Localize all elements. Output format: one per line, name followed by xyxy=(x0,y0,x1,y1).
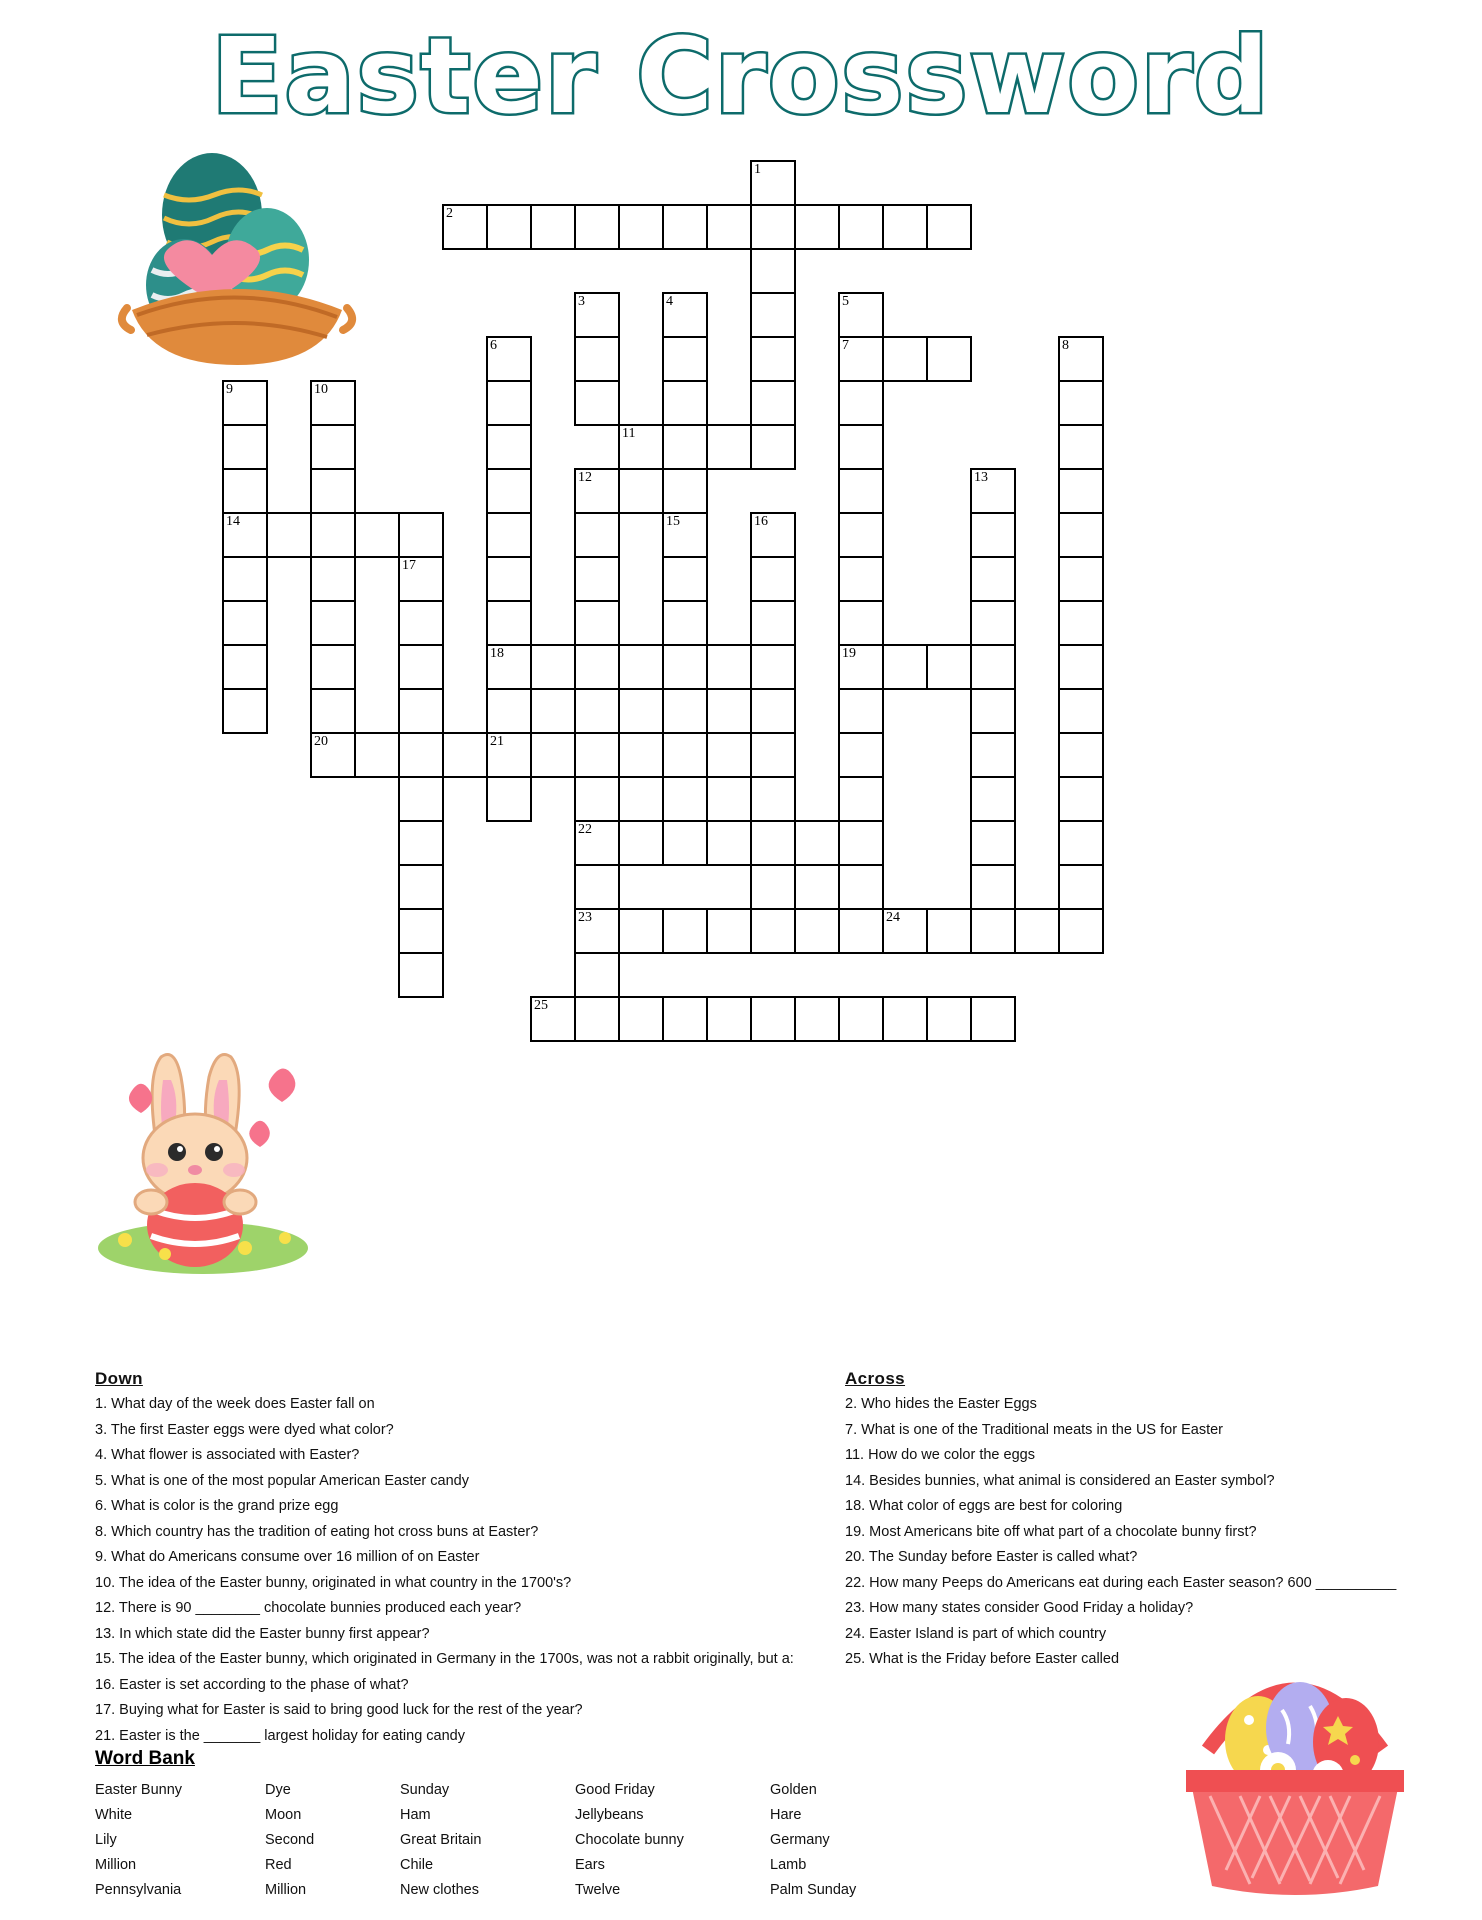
word-bank-item: Red xyxy=(265,1857,292,1873)
clue-item: 3. The first Easter eggs were dyed what color? xyxy=(95,1421,394,1438)
word-bank-heading: Word Bank xyxy=(95,1748,195,1769)
crossword-cell[interactable] xyxy=(662,512,708,558)
crossword-cell[interactable] xyxy=(618,204,664,250)
crossword-cell[interactable] xyxy=(970,512,1016,558)
cell-number: 10 xyxy=(314,382,328,397)
crossword-cell[interactable] xyxy=(618,996,664,1042)
word-bank-grid xyxy=(95,1782,1095,1898)
crossword-cell[interactable] xyxy=(794,908,840,954)
crossword-cell[interactable] xyxy=(838,644,884,690)
crossword-cell[interactable] xyxy=(310,468,356,514)
cell-number: 20 xyxy=(314,734,328,749)
cell-number: 5 xyxy=(842,294,849,309)
crossword-cell[interactable] xyxy=(838,556,884,602)
crossword-cell[interactable] xyxy=(838,424,884,470)
crossword-cell[interactable] xyxy=(662,468,708,514)
word-bank-item: Palm Sunday xyxy=(770,1882,857,1898)
crossword-cell[interactable] xyxy=(750,820,796,866)
cell-number: 14 xyxy=(226,514,240,529)
crossword-cell[interactable] xyxy=(442,204,488,250)
clue-item: 22. How many Peeps do Americans eat during each Easter season? 600 __________ xyxy=(845,1574,1397,1591)
crossword-cell[interactable] xyxy=(574,820,620,866)
crossword-cell[interactable] xyxy=(706,204,752,250)
crossword-cell[interactable] xyxy=(618,732,664,778)
crossword-cell[interactable] xyxy=(574,336,620,382)
word-bank-item: Million xyxy=(265,1882,307,1898)
cell-number: 11 xyxy=(622,426,636,441)
cell-number: 9 xyxy=(226,382,233,397)
clue-item: 10. The idea of the Easter bunny, originated in what country in the 1700's? xyxy=(95,1574,572,1591)
cell-number: 12 xyxy=(578,470,592,485)
crossword-cell[interactable] xyxy=(310,732,356,778)
crossword-cell[interactable] xyxy=(838,776,884,822)
crossword-cell[interactable] xyxy=(838,688,884,734)
cell-number: 3 xyxy=(578,294,585,309)
word-bank-item: Twelve xyxy=(575,1882,621,1898)
crossword-cell[interactable] xyxy=(662,996,708,1042)
crossword-cell[interactable] xyxy=(706,424,752,470)
crossword-cell[interactable] xyxy=(530,996,576,1042)
word-bank-item: New clothes xyxy=(400,1882,479,1898)
crossword-cell[interactable] xyxy=(970,468,1016,514)
clue-item: 4. What flower is associated with Easter? xyxy=(95,1447,360,1463)
crossword-cell[interactable] xyxy=(222,688,268,734)
page-title: Easter Crossword xyxy=(211,15,1271,137)
crossword-cell[interactable] xyxy=(574,600,620,646)
crossword-cell[interactable] xyxy=(838,908,884,954)
crossword-cell[interactable] xyxy=(398,952,444,998)
crossword-cell[interactable] xyxy=(486,380,532,426)
crossword-cell[interactable] xyxy=(574,644,620,690)
crossword-cell[interactable] xyxy=(750,204,796,250)
crossword-cell[interactable] xyxy=(970,776,1016,822)
crossword-cell[interactable] xyxy=(618,908,664,954)
crossword-cell[interactable] xyxy=(574,556,620,602)
crossword-cell[interactable] xyxy=(1058,600,1104,646)
crossword-cell[interactable] xyxy=(750,776,796,822)
crossword-cell[interactable] xyxy=(926,644,972,690)
cell-number: 21 xyxy=(490,734,504,749)
clue-item: 1. What day of the week does Easter fall on xyxy=(95,1396,375,1412)
clue-item: 2. Who hides the Easter Eggs xyxy=(845,1396,1037,1412)
crossword-cell[interactable] xyxy=(354,732,400,778)
word-bank-item: Good Friday xyxy=(575,1782,655,1798)
crossword-cell[interactable] xyxy=(574,776,620,822)
clue-item: 5. What is one of the most popular American Easter candy xyxy=(95,1472,469,1489)
crossword-cell[interactable] xyxy=(662,600,708,646)
word-bank-item: Ears xyxy=(575,1857,605,1873)
crossword-cell[interactable] xyxy=(222,556,268,602)
crossword-cell[interactable] xyxy=(970,908,1016,954)
crossword-cell[interactable] xyxy=(486,556,532,602)
crossword-cell[interactable] xyxy=(354,512,400,558)
crossword-cell[interactable] xyxy=(926,996,972,1042)
crossword-cell[interactable] xyxy=(574,688,620,734)
clue-item: 23. How many states consider Good Friday a holiday? xyxy=(845,1600,1194,1616)
crossword-cell[interactable] xyxy=(750,160,796,206)
crossword-cell[interactable] xyxy=(310,600,356,646)
crossword-cell[interactable] xyxy=(838,380,884,426)
crossword-cell[interactable] xyxy=(662,644,708,690)
across-heading: Across xyxy=(845,1369,906,1388)
crossword-cell[interactable] xyxy=(882,996,928,1042)
crossword-cell[interactable] xyxy=(1058,468,1104,514)
crossword-cell[interactable] xyxy=(398,644,444,690)
crossword-cell[interactable] xyxy=(970,820,1016,866)
clue-item: 25. What is the Friday before Easter called xyxy=(845,1651,1120,1667)
crossword-cell[interactable] xyxy=(838,820,884,866)
word-bank-item: Lily xyxy=(95,1832,117,1848)
crossword-cell[interactable] xyxy=(398,512,444,558)
word-bank-item: Million xyxy=(95,1857,137,1873)
crossword-cell[interactable] xyxy=(574,864,620,910)
crossword-cell[interactable] xyxy=(794,204,840,250)
crossword-cell[interactable] xyxy=(1058,820,1104,866)
clue-item: 24. Easter Island is part of which country xyxy=(845,1625,1107,1642)
crossword-cell[interactable] xyxy=(310,556,356,602)
crossword-cell[interactable] xyxy=(750,380,796,426)
crossword-cell[interactable] xyxy=(222,380,268,426)
word-bank-item: Germany xyxy=(770,1832,830,1848)
clue-item: 16. Easter is set according to the phase of what? xyxy=(95,1676,409,1693)
crossword-cell[interactable] xyxy=(662,204,708,250)
crossword-cell[interactable] xyxy=(838,732,884,778)
crossword-cell[interactable] xyxy=(398,556,444,602)
crossword-cell[interactable] xyxy=(486,424,532,470)
crossword-cell[interactable] xyxy=(882,644,928,690)
word-bank-item: Chile xyxy=(400,1857,434,1873)
crossword-cell[interactable] xyxy=(662,908,708,954)
crossword-cell[interactable] xyxy=(970,644,1016,690)
crossword-cell[interactable] xyxy=(574,952,620,998)
cell-number: 15 xyxy=(666,514,680,529)
crossword-cell[interactable] xyxy=(706,820,752,866)
crossword-cell[interactable] xyxy=(838,864,884,910)
crossword-cell[interactable] xyxy=(398,688,444,734)
crossword-cell[interactable] xyxy=(1058,336,1104,382)
crossword-cell[interactable] xyxy=(970,688,1016,734)
crossword-cell[interactable] xyxy=(750,512,796,558)
crossword-cell[interactable] xyxy=(838,512,884,558)
crossword-cell[interactable] xyxy=(222,424,268,470)
clue-item: 20. The Sunday before Easter is called what? xyxy=(845,1549,1138,1565)
crossword-cell[interactable] xyxy=(882,908,928,954)
cell-number: 2 xyxy=(446,206,453,221)
down-heading: Down xyxy=(95,1369,143,1388)
word-bank-item: Chocolate bunny xyxy=(575,1832,684,1848)
cell-number: 22 xyxy=(578,822,592,837)
crossword-cell[interactable] xyxy=(750,688,796,734)
crossword-cell[interactable] xyxy=(574,468,620,514)
crossword-cell[interactable] xyxy=(750,644,796,690)
clue-item: 13. In which state did the Easter bunny first appear? xyxy=(95,1625,430,1642)
clue-item: 18. What color of eggs are best for coloring xyxy=(845,1498,1123,1514)
crossword-cell[interactable] xyxy=(662,424,708,470)
crossword-cell[interactable] xyxy=(1058,556,1104,602)
crossword-cell[interactable] xyxy=(486,512,532,558)
crossword-cell[interactable] xyxy=(838,600,884,646)
crossword-cell[interactable] xyxy=(574,204,620,250)
crossword-cell[interactable] xyxy=(574,512,620,558)
crossword-cell[interactable] xyxy=(970,600,1016,646)
crossword-cell[interactable] xyxy=(750,336,796,382)
crossword-cell[interactable] xyxy=(706,644,752,690)
word-bank-item: Golden xyxy=(770,1782,817,1798)
word-bank-item: Second xyxy=(265,1832,315,1848)
crossword-cell[interactable] xyxy=(750,248,796,294)
crossword-cell[interactable] xyxy=(970,732,1016,778)
crossword-cell[interactable] xyxy=(838,996,884,1042)
crossword-cell[interactable] xyxy=(486,644,532,690)
crossword-cell[interactable] xyxy=(310,512,356,558)
word-bank-item: Sunday xyxy=(400,1782,450,1798)
cell-number: 25 xyxy=(534,998,548,1013)
crossword-cell[interactable] xyxy=(750,864,796,910)
clue-item: 14. Besides bunnies, what animal is considered an Easter symbol? xyxy=(845,1472,1275,1489)
crossword-cell[interactable] xyxy=(486,776,532,822)
crossword-cell[interactable] xyxy=(442,732,488,778)
crossword-cell[interactable] xyxy=(618,468,664,514)
clue-item: 19. Most Americans bite off what part of a chocolate bunny first? xyxy=(845,1523,1257,1540)
crossword-cell[interactable] xyxy=(750,996,796,1042)
crossword-cell[interactable] xyxy=(222,644,268,690)
crossword-cell[interactable] xyxy=(310,424,356,470)
cell-number: 18 xyxy=(490,646,504,661)
crossword-cell[interactable] xyxy=(574,732,620,778)
crossword-cell[interactable] xyxy=(398,732,444,778)
cell-number: 17 xyxy=(402,558,416,573)
crossword-grid[interactable] xyxy=(0,160,1482,1120)
crossword-cell[interactable] xyxy=(662,776,708,822)
crossword-cell[interactable] xyxy=(662,688,708,734)
crossword-cell[interactable] xyxy=(266,512,312,558)
crossword-cell[interactable] xyxy=(398,776,444,822)
cell-number: 19 xyxy=(842,646,856,661)
cell-number: 6 xyxy=(490,338,497,353)
crossword-cell[interactable] xyxy=(662,380,708,426)
clue-item: 6. What is color is the grand prize egg xyxy=(95,1498,339,1514)
crossword-cell[interactable] xyxy=(530,204,576,250)
cell-number: 7 xyxy=(842,338,849,353)
crossword-cell[interactable] xyxy=(662,336,708,382)
crossword-cell[interactable] xyxy=(970,556,1016,602)
crossword-cell[interactable] xyxy=(530,732,576,778)
crossword-cell[interactable] xyxy=(486,688,532,734)
crossword-cell[interactable] xyxy=(838,204,884,250)
clue-item: 9. What do Americans consume over 16 million of on Easter xyxy=(95,1549,480,1565)
crossword-cell[interactable] xyxy=(838,292,884,338)
crossword-cell[interactable] xyxy=(486,600,532,646)
crossword-cell[interactable] xyxy=(486,468,532,514)
crossword-cell[interactable] xyxy=(574,292,620,338)
cell-number: 1 xyxy=(754,162,761,177)
crossword-cell[interactable] xyxy=(1058,512,1104,558)
cell-number: 24 xyxy=(886,910,900,925)
crossword-cell[interactable] xyxy=(398,600,444,646)
across-clues xyxy=(845,1370,1465,1678)
crossword-cell[interactable] xyxy=(222,600,268,646)
crossword-cell[interactable] xyxy=(750,556,796,602)
crossword-cell[interactable] xyxy=(882,204,928,250)
clue-item: 7. What is one of the Traditional meats in the US for Easter xyxy=(845,1421,1223,1438)
crossword-cell[interactable] xyxy=(750,424,796,470)
crossword-cell[interactable] xyxy=(1058,380,1104,426)
crossword-cell[interactable] xyxy=(618,820,664,866)
crossword-cell[interactable] xyxy=(618,424,664,470)
cell-number: 13 xyxy=(974,470,988,485)
word-bank-item: Ham xyxy=(400,1807,431,1823)
clue-item: 11. How do we color the eggs xyxy=(845,1447,1035,1463)
crossword-cell[interactable] xyxy=(574,996,620,1042)
crossword-cell[interactable] xyxy=(794,996,840,1042)
down-clues xyxy=(95,1370,795,1754)
crossword-cell[interactable] xyxy=(882,336,928,382)
word-bank-item: Dye xyxy=(265,1782,291,1798)
crossword-cell[interactable] xyxy=(706,908,752,954)
crossword-cell[interactable] xyxy=(1014,908,1060,954)
word-bank-item: Easter Bunny xyxy=(95,1782,183,1798)
crossword-cell[interactable] xyxy=(970,864,1016,910)
crossword-cell[interactable] xyxy=(706,732,752,778)
word-bank xyxy=(95,1748,1095,1898)
crossword-cell[interactable] xyxy=(970,996,1016,1042)
crossword-cell[interactable] xyxy=(486,204,532,250)
crossword-cell[interactable] xyxy=(398,820,444,866)
crossword-cell[interactable] xyxy=(222,512,268,558)
crossword-cell[interactable] xyxy=(838,468,884,514)
crossword-cell[interactable] xyxy=(398,908,444,954)
crossword-cell[interactable] xyxy=(486,732,532,778)
word-bank-item: Moon xyxy=(265,1807,302,1823)
crossword-cell[interactable] xyxy=(662,820,708,866)
crossword-cell[interactable] xyxy=(706,996,752,1042)
word-bank-item: Hare xyxy=(770,1807,802,1823)
cell-number: 4 xyxy=(666,294,673,309)
crossword-cell[interactable] xyxy=(398,864,444,910)
word-bank-item: Jellybeans xyxy=(575,1807,644,1823)
word-bank-item: Pennsylvania xyxy=(95,1882,182,1898)
crossword-cell[interactable] xyxy=(926,336,972,382)
crossword-cell[interactable] xyxy=(662,292,708,338)
crossword-cell[interactable] xyxy=(310,380,356,426)
crossword-cell[interactable] xyxy=(750,732,796,778)
crossword-cell[interactable] xyxy=(1058,776,1104,822)
crossword-cell[interactable] xyxy=(222,468,268,514)
crossword-cell[interactable] xyxy=(750,600,796,646)
crossword-cell[interactable] xyxy=(794,820,840,866)
crossword-cell[interactable] xyxy=(310,688,356,734)
word-bank-item: Lamb xyxy=(770,1857,807,1873)
word-bank-item: White xyxy=(95,1807,133,1823)
crossword-cell[interactable] xyxy=(1058,424,1104,470)
crossword-cell[interactable] xyxy=(1058,644,1104,690)
crossword-cell[interactable] xyxy=(750,292,796,338)
clue-item: 15. The idea of the Easter bunny, which originated in Germany in the 1700s, was not a rabbit originally, but a: xyxy=(95,1651,794,1667)
clue-item: 8. Which country has the tradition of eating hot cross buns at Easter? xyxy=(95,1523,539,1540)
crossword-cell[interactable] xyxy=(574,380,620,426)
cell-number: 23 xyxy=(578,910,592,925)
cell-number: 8 xyxy=(1062,338,1069,353)
crossword-cell[interactable] xyxy=(662,732,708,778)
crossword-cell[interactable] xyxy=(310,644,356,690)
crossword-cell[interactable] xyxy=(1058,688,1104,734)
cell-number: 16 xyxy=(754,514,768,529)
crossword-cell[interactable] xyxy=(618,644,664,690)
word-bank-item: Great Britain xyxy=(400,1832,482,1848)
clue-item: 17. Buying what for Easter is said to bring good luck for the rest of the year? xyxy=(95,1702,583,1718)
crossword-cell[interactable] xyxy=(926,204,972,250)
clue-item: 21. Easter is the _______ largest holiday for eating candy xyxy=(95,1727,465,1744)
crossword-cell[interactable] xyxy=(574,908,620,954)
crossword-cell[interactable] xyxy=(486,336,532,382)
crossword-cell[interactable] xyxy=(1058,864,1104,910)
crossword-cell[interactable] xyxy=(1058,732,1104,778)
clue-item: 12. There is 90 ________ chocolate bunnies produced each year? xyxy=(95,1600,522,1616)
crossword-cell[interactable] xyxy=(1058,908,1104,954)
crossword-cell[interactable] xyxy=(530,644,576,690)
crossword-cell[interactable] xyxy=(926,908,972,954)
crossword-cell[interactable] xyxy=(662,556,708,602)
crossword-cell[interactable] xyxy=(750,908,796,954)
crossword-cell[interactable] xyxy=(838,336,884,382)
